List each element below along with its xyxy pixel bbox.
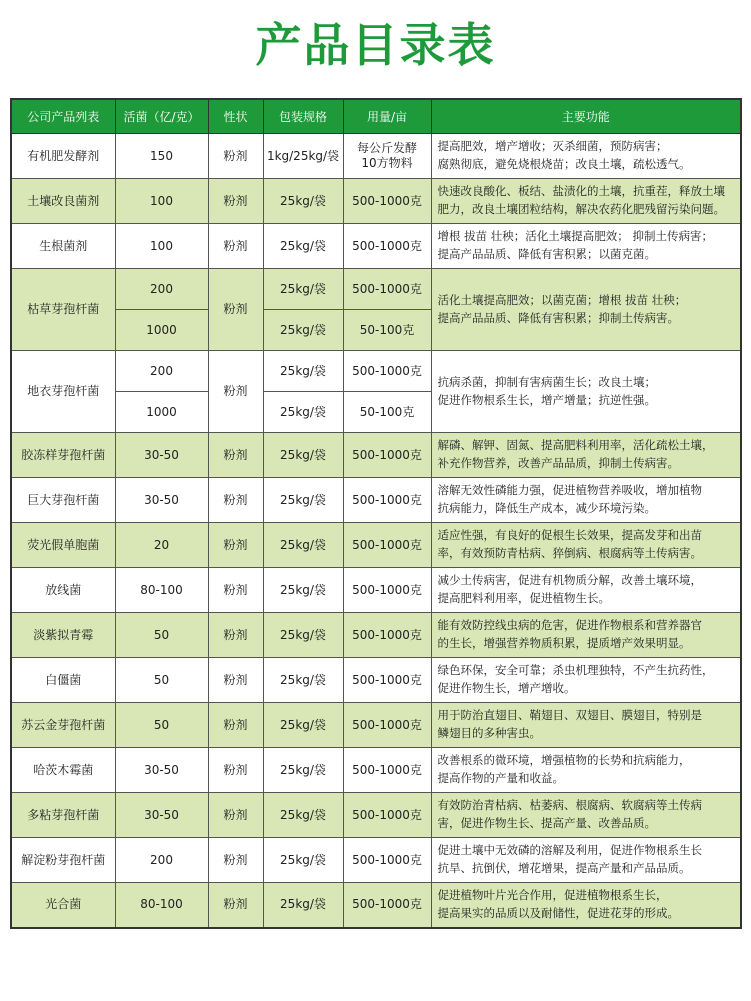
product-count: 50 xyxy=(115,703,208,748)
product-package: 25kg/袋 xyxy=(263,351,343,392)
product-name: 多粘芽孢杆菌 xyxy=(11,793,115,838)
product-name: 枯草芽孢杆菌 xyxy=(11,269,115,351)
product-dosage: 500-1000克 xyxy=(343,224,431,269)
product-function: 用于防治直翅目、鞘翅目、双翅目、膜翅目，特别是 鳞翅目的多种害虫。 xyxy=(431,703,741,748)
product-function: 溶解无效性磷能力强，促进植物营养吸收，增加植物 抗病能力，降低生产成本，减少环境污染。 xyxy=(431,478,741,523)
product-dosage: 500-1000克 xyxy=(343,179,431,224)
product-name: 光合菌 xyxy=(11,883,115,928)
table-row xyxy=(11,883,741,928)
product-package: 25kg/袋 xyxy=(263,613,343,658)
product-function: 减少土传病害，促进有机物质分解，改善土壤环境， 提高肥料利用率，促进植物生长。 xyxy=(431,568,741,613)
product-count: 200 xyxy=(115,269,208,310)
product-function: 快速改良酸化、板结、盐渍化的土壤，抗重茬，释放土壤 肥力，改良土壤团粒结构，解决农药化肥残留污染问题。 xyxy=(431,179,741,224)
product-dosage: 500-1000克 xyxy=(343,613,431,658)
table-row xyxy=(11,793,741,838)
table-row xyxy=(11,658,741,703)
product-form: 粉剂 xyxy=(208,703,263,748)
product-count: 30-50 xyxy=(115,478,208,523)
product-count: 80-100 xyxy=(115,883,208,928)
product-dosage: 500-1000克 xyxy=(343,748,431,793)
product-form: 粉剂 xyxy=(208,568,263,613)
product-dosage: 500-1000克 xyxy=(343,478,431,523)
product-dosage: 50-100克 xyxy=(343,310,431,351)
header-dosage: 用量/亩 xyxy=(343,99,431,134)
table-header-row xyxy=(11,99,741,134)
product-package: 25kg/袋 xyxy=(263,478,343,523)
product-function: 促进植物叶片光合作用，促进植物根系生长， 提高果实的品质以及耐储性，促进花芽的形成。 xyxy=(431,883,741,928)
product-package: 1kg/25kg/袋 xyxy=(263,134,343,179)
table-row xyxy=(11,748,741,793)
product-form: 粉剂 xyxy=(208,523,263,568)
product-name: 有机肥发酵剂 xyxy=(11,134,115,179)
product-name: 苏云金芽孢杆菌 xyxy=(11,703,115,748)
product-count: 200 xyxy=(115,351,208,392)
product-name: 白僵菌 xyxy=(11,658,115,703)
product-dosage: 500-1000克 xyxy=(343,269,431,310)
page-title: 产品目录表 xyxy=(255,18,496,72)
product-function: 抗病杀菌，抑制有害病菌生长；改良土壤； 促进作物根系生长，增产增量；抗逆性强。 xyxy=(431,351,741,433)
product-name: 土壤改良菌剂 xyxy=(11,179,115,224)
product-dosage: 500-1000克 xyxy=(343,351,431,392)
product-function: 绿色环保，安全可靠；杀虫机理独特，不产生抗药性， 促进作物生长，增产增收。 xyxy=(431,658,741,703)
product-package: 25kg/袋 xyxy=(263,310,343,351)
product-function: 促进土壤中无效磷的溶解及利用，促进作物根系生长 抗旱、抗倒伏，增花增果，提高产量和产品品质。 xyxy=(431,838,741,883)
product-name: 地衣芽孢杆菌 xyxy=(11,351,115,433)
product-function: 能有效防控线虫病的危害，促进作物根系和营养器官 的生长，增强营养物质积累，提质增产效果明显。 xyxy=(431,613,741,658)
table-row xyxy=(11,703,741,748)
product-form: 粉剂 xyxy=(208,433,263,478)
product-package: 25kg/袋 xyxy=(263,269,343,310)
product-name: 淡紫拟青霉 xyxy=(11,613,115,658)
table-row xyxy=(11,433,741,478)
product-dosage: 500-1000克 xyxy=(343,838,431,883)
table-row xyxy=(11,838,741,883)
product-name: 哈茨木霉菌 xyxy=(11,748,115,793)
product-package: 25kg/袋 xyxy=(263,793,343,838)
table-row xyxy=(11,269,741,310)
product-package: 25kg/袋 xyxy=(263,703,343,748)
product-dosage: 每公斤发酵 10方物料 xyxy=(343,134,431,179)
product-count: 100 xyxy=(115,179,208,224)
product-name: 胶冻样芽孢杆菌 xyxy=(11,433,115,478)
table-row xyxy=(11,351,741,392)
product-dosage: 500-1000克 xyxy=(343,793,431,838)
product-count: 50 xyxy=(115,658,208,703)
product-count: 1000 xyxy=(115,392,208,433)
product-package: 25kg/袋 xyxy=(263,568,343,613)
table-row xyxy=(11,613,741,658)
product-dosage: 500-1000克 xyxy=(343,658,431,703)
product-dosage: 50-100克 xyxy=(343,392,431,433)
product-function: 提高肥效，增产增收；灭杀细菌，预防病害； 腐熟彻底，避免烧根烧苗；改良土壤，疏松透气。 xyxy=(431,134,741,179)
product-form: 粉剂 xyxy=(208,658,263,703)
product-form: 粉剂 xyxy=(208,269,263,351)
product-name: 巨大芽孢杆菌 xyxy=(11,478,115,523)
product-count: 200 xyxy=(115,838,208,883)
product-package: 25kg/袋 xyxy=(263,748,343,793)
header-form: 性状 xyxy=(208,99,263,134)
product-form: 粉剂 xyxy=(208,793,263,838)
product-dosage: 500-1000克 xyxy=(343,523,431,568)
table-row xyxy=(11,478,741,523)
product-package: 25kg/袋 xyxy=(263,392,343,433)
header-function: 主要功能 xyxy=(431,99,741,134)
product-package: 25kg/袋 xyxy=(263,838,343,883)
product-function: 增根 拔苗 壮秧；活化土壤提高肥效； 抑制土传病害； 提高产品品质、降低有害积累；以菌克菌。 xyxy=(431,224,741,269)
product-count: 50 xyxy=(115,613,208,658)
table-row xyxy=(11,523,741,568)
product-function: 有效防治青枯病、枯萎病、根腐病、软腐病等土传病 害，促进作物生长、提高产量、改善品质。 xyxy=(431,793,741,838)
product-count: 80-100 xyxy=(115,568,208,613)
product-name: 生根菌剂 xyxy=(11,224,115,269)
product-function: 适应性强，有良好的促根生长效果，提高发芽和出苗 率，有效预防青枯病、猝倒病、根腐病等土传病害。 xyxy=(431,523,741,568)
product-form: 粉剂 xyxy=(208,179,263,224)
product-count: 30-50 xyxy=(115,793,208,838)
table-row xyxy=(11,179,741,224)
product-count: 150 xyxy=(115,134,208,179)
product-dosage: 500-1000克 xyxy=(343,883,431,928)
product-form: 粉剂 xyxy=(208,748,263,793)
product-form: 粉剂 xyxy=(208,883,263,928)
product-form: 粉剂 xyxy=(208,224,263,269)
product-package: 25kg/袋 xyxy=(263,658,343,703)
product-form: 粉剂 xyxy=(208,134,263,179)
header-count: 活菌（亿/克） xyxy=(115,99,208,134)
product-dosage: 500-1000克 xyxy=(343,433,431,478)
product-function: 解磷、解钾、固氮、提高肥料利用率，活化疏松土壤， 补充作物营养，改善产品品质，抑制土传病害。 xyxy=(431,433,741,478)
table-row xyxy=(11,224,741,269)
product-form: 粉剂 xyxy=(208,838,263,883)
product-package: 25kg/袋 xyxy=(263,224,343,269)
product-count: 1000 xyxy=(115,310,208,351)
product-form: 粉剂 xyxy=(208,613,263,658)
product-package: 25kg/袋 xyxy=(263,883,343,928)
product-package: 25kg/袋 xyxy=(263,523,343,568)
product-form: 粉剂 xyxy=(208,478,263,523)
product-dosage: 500-1000克 xyxy=(343,568,431,613)
product-count: 20 xyxy=(115,523,208,568)
product-count: 30-50 xyxy=(115,748,208,793)
product-count: 30-50 xyxy=(115,433,208,478)
product-name: 荧光假单胞菌 xyxy=(11,523,115,568)
table-row xyxy=(11,134,741,179)
product-dosage: 500-1000克 xyxy=(343,703,431,748)
product-name: 解淀粉芽孢杆菌 xyxy=(11,838,115,883)
header-package: 包装规格 xyxy=(263,99,343,134)
product-table xyxy=(10,98,742,929)
product-count: 100 xyxy=(115,224,208,269)
product-function: 活化土壤提高肥效；以菌克菌；增根 拔苗 壮秧； 提高产品品质、降低有害积累；抑制土传病害。 xyxy=(431,269,741,351)
table-row xyxy=(11,568,741,613)
product-package: 25kg/袋 xyxy=(263,433,343,478)
product-package: 25kg/袋 xyxy=(263,179,343,224)
product-function: 改善根系的微环境，增强植物的长势和抗病能力， 提高作物的产量和收益。 xyxy=(431,748,741,793)
product-name: 放线菌 xyxy=(11,568,115,613)
product-form: 粉剂 xyxy=(208,351,263,433)
header-product: 公司产品列表 xyxy=(11,99,115,134)
